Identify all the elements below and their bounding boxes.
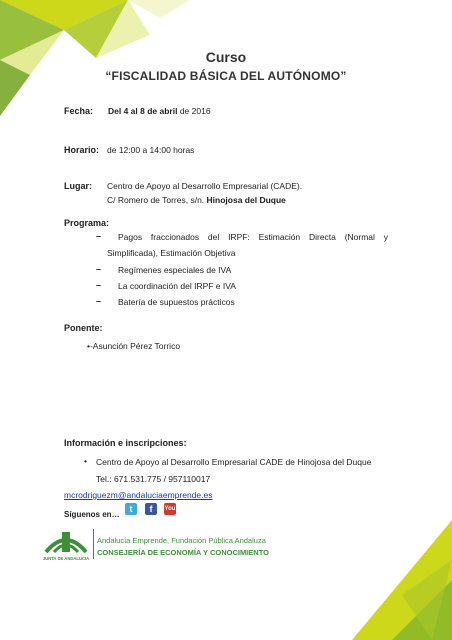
fecha-label: Fecha: xyxy=(64,106,94,116)
program-item-2: Regímenes especiales de IVA xyxy=(118,265,232,275)
horario-label: Horario: xyxy=(64,145,100,155)
lugar-label: Lugar: xyxy=(64,181,92,191)
junta-andalucia-logo xyxy=(40,526,92,562)
lugar-street: C/ Romero de Torres, s/n. xyxy=(107,195,205,205)
fecha-dates: Del 4 al 8 de abril xyxy=(108,106,178,116)
info-center: Centro de Apoyo al Desarrollo Empresarial CADE de Hinojosa del Duque xyxy=(96,457,372,467)
program-item-4: Batería de supuestos prácticos xyxy=(118,297,235,307)
bottom-right-decoration xyxy=(332,520,452,640)
program-dash: – xyxy=(96,264,102,274)
youtube-icon[interactable]: You xyxy=(164,503,176,515)
lugar-line1: Centro de Apoyo al Desarrollo Empresarial (CADE). xyxy=(107,181,303,191)
program-dash: – xyxy=(96,231,102,241)
horario-value: de 12:00 a 14:00 horas xyxy=(107,145,195,155)
info-email-link[interactable]: mcrodriguezm@andaluciaemprende.es xyxy=(64,490,213,500)
info-phone: Tel.: 671.531.775 / 957110017 xyxy=(96,474,211,484)
lugar-town: Hinojosa del Duque xyxy=(206,195,286,205)
footer-org: Andalucía Emprende, Fundación Pública Andaluza xyxy=(97,536,266,545)
footer-consejeria: CONSEJERÍA DE ECONOMÍA Y CONOCIMIENTO xyxy=(97,548,269,557)
program-dash: – xyxy=(96,280,102,290)
course-subtitle: “FISCALIDAD BÁSICA DEL AUTÓNOMO” xyxy=(105,69,347,83)
info-bullet: • xyxy=(84,456,87,466)
fecha-value xyxy=(108,106,211,116)
program-item-3: La coordinación del IRPF e IVA xyxy=(118,281,236,291)
programa-label: Programa: xyxy=(64,218,110,228)
logo-divider xyxy=(93,529,94,559)
course-title: Curso xyxy=(205,49,247,65)
lugar-line2 xyxy=(107,195,286,205)
fecha-year: de 2016 xyxy=(179,106,211,116)
twitter-icon[interactable]: t xyxy=(125,503,137,515)
info-label: Información e inscripciones: xyxy=(64,438,187,448)
program-dash: – xyxy=(96,296,102,306)
social-label: Síguenos en… xyxy=(64,510,120,519)
program-item-1-line2: Simplificada), Estimación Objetiva xyxy=(107,248,236,258)
program-item-1-line1: Pagos fraccionados del IRPF: Estimación Directa (Normal y xyxy=(118,232,388,242)
facebook-icon[interactable]: f xyxy=(145,503,157,515)
ponente-label: Ponente: xyxy=(64,323,103,333)
svg-text:JUNTA DE ANDALUCIA: JUNTA DE ANDALUCIA xyxy=(42,556,90,561)
ponente-name: •-Asunción Pérez Torrico xyxy=(87,341,181,351)
